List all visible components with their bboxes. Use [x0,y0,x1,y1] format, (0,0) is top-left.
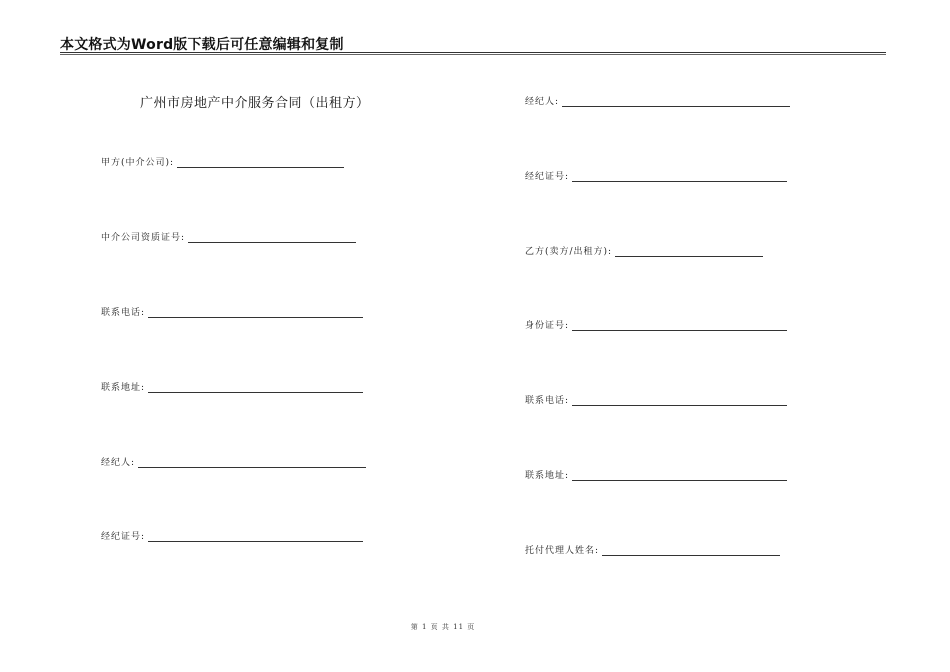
field-agency-license [101,230,356,243]
footer-page-number: 1 [421,623,428,631]
fill-in-line[interactable] [138,457,366,468]
header-rule-secondary [60,54,886,55]
field-broker-left [101,455,366,468]
field-address-right [525,468,787,481]
page-footer [0,622,886,632]
fill-in-line[interactable] [148,382,363,393]
field-party-b [525,244,763,257]
page-header: 本文格式为Word版下载后可任意编辑和复制 [60,37,344,53]
footer-total-pages: 11 [453,623,465,631]
field-broker-license-right [525,169,787,182]
footer-prefix: 第 [410,623,419,631]
fill-in-line[interactable] [148,531,363,542]
field-label: 联系地址: [525,471,570,481]
field-label: 经纪证号: [101,532,146,542]
field-agent-name [525,543,780,556]
field-phone-right [525,393,787,406]
field-phone-left [101,305,363,318]
field-id-number [525,318,787,331]
field-party-a [101,155,344,168]
field-label: 经纪人: [525,97,560,107]
fill-in-line[interactable] [148,307,363,318]
field-label: 联系电话: [101,308,146,318]
field-label: 经纪人: [101,458,136,468]
field-broker-right [525,94,790,107]
fill-in-line[interactable] [572,395,787,406]
field-label: 身份证号: [525,321,570,331]
field-label: 联系电话: [525,396,570,406]
field-label: 联系地址: [101,383,146,393]
field-label: 经纪证号: [525,172,570,182]
fill-in-line[interactable] [602,545,780,556]
field-broker-license-left [101,529,363,542]
field-label: 托付代理人姓名: [525,546,600,556]
field-address-left [101,380,363,393]
fill-in-line[interactable] [188,232,356,243]
field-label: 乙方(卖方/出租方): [525,247,613,257]
footer-suffix: 页 [467,623,476,631]
field-label: 中介公司资质证号: [101,233,186,243]
fill-in-line[interactable] [572,320,787,331]
fill-in-line[interactable] [177,157,344,168]
fill-in-line[interactable] [572,470,787,481]
header-rule [60,52,886,53]
fill-in-line[interactable] [615,246,763,257]
field-label: 甲方(中介公司): [101,158,175,168]
fill-in-line[interactable] [572,171,787,182]
document-title: 广州市房地产中介服务合同（出租方） [140,96,370,111]
fill-in-line[interactable] [562,96,790,107]
footer-mid: 页 共 [430,623,450,631]
